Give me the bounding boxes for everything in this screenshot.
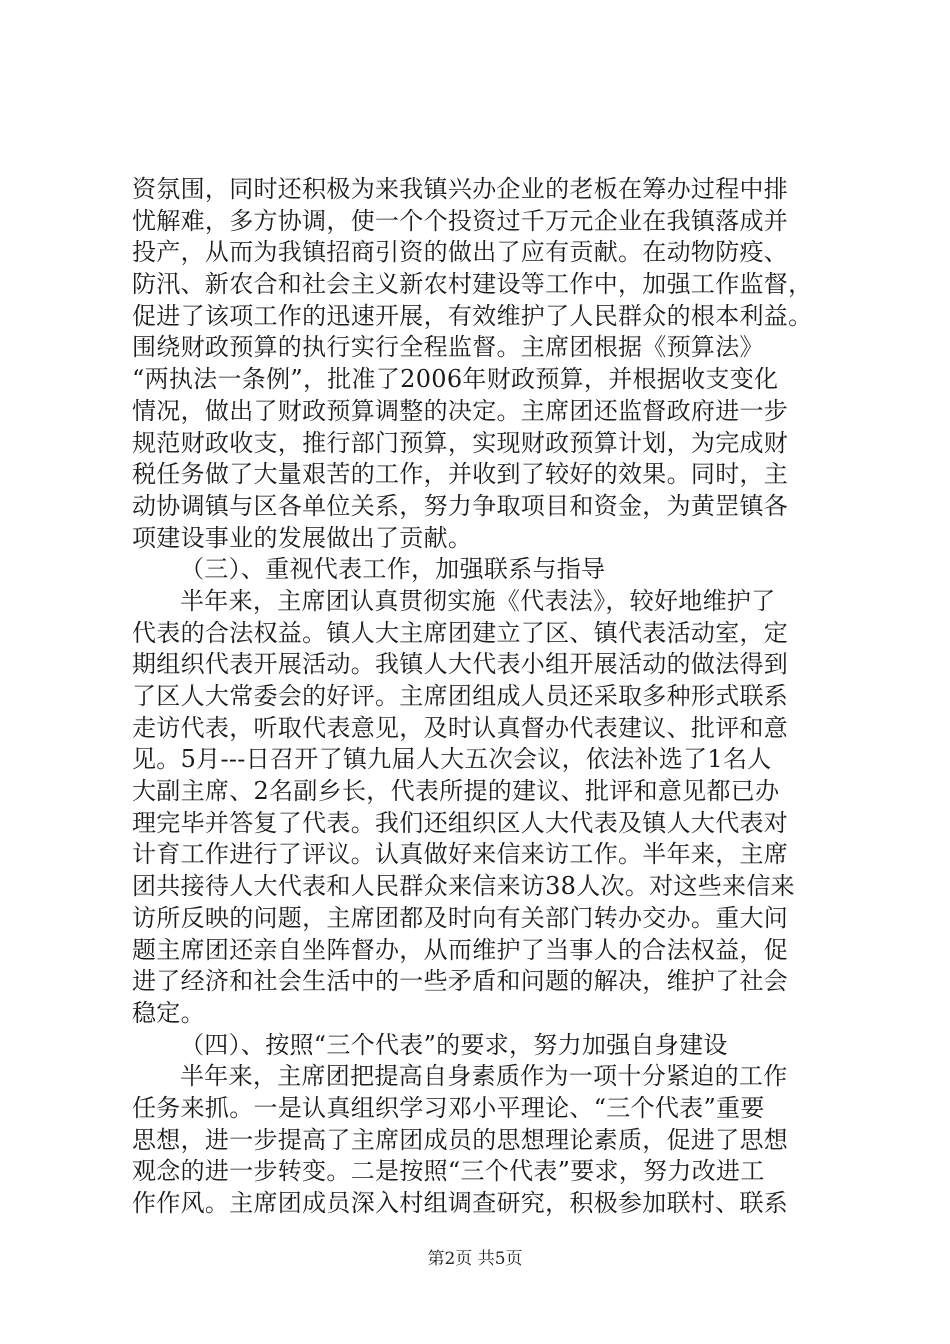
text-line: 税任务做了大量艰苦的工作，并收到了较好的效果。同时，主 — [132, 460, 789, 489]
text-line: 走访代表，听取代表意见，及时认真督办代表建议、批评和意 — [132, 713, 789, 742]
text-line: 见。5月---日召开了镇九届人大五次会议，依法补选了1名人 — [132, 745, 772, 774]
text-line: 投产，从而为我镇招商引资的做出了应有贡献。在动物防疫、 — [132, 238, 789, 267]
text-line: 促进了该项工作的迅速开展，有效维护了人民群众的根本利益。 — [132, 301, 813, 330]
text-line: 访所反映的问题，主席团都及时向有关部门转办交办。重大问 — [132, 903, 789, 932]
text-line: 大副主席、2名副乡长，代表所提的建议、批评和意见都已办 — [132, 777, 780, 806]
text-line: “两执法一条例”，批准了2006年财政预算，并根据收支变化 — [132, 365, 779, 394]
text-line: 忧解难，多方协调，使一个个投资过千万元企业在我镇落成并 — [132, 206, 789, 235]
text-line: 任务来抓。一是认真组织学习邓小平理论、“三个代表”重要 — [132, 1093, 765, 1122]
text-line: 进了经济和社会生活中的一些矛盾和问题的解决，维护了社会 — [132, 967, 789, 996]
text-line: 了区人大常委会的好评。主席团组成人员还采取多种形式联系 — [132, 682, 789, 710]
text-line: 项建设事业的发展做出了贡献。 — [132, 523, 473, 552]
text-line: 团共接待人大代表和人民群众来信来访38人次。对这些来信来 — [132, 872, 795, 901]
text-line: 资氛围，同时还积极为来我镇兴办企业的老板在筹办过程中排 — [132, 175, 789, 203]
text-line: 期组织代表开展活动。我镇人大代表小组开展活动的做法得到 — [132, 650, 789, 679]
text-line: 代表的合法权益。镇人大主席团建立了区、镇代表活动室，定 — [132, 618, 789, 647]
text-line: 计育工作进行了评议。认真做好来信来访工作。半年来，主席 — [132, 840, 789, 869]
text-line: 动协调镇与区各单位关系，努力争取项目和资金，为黄罡镇各 — [132, 491, 789, 520]
text-line: 观念的进一步转变。二是按照“三个代表”要求，努力改进工 — [132, 1157, 765, 1186]
text-line: 理完毕并答复了代表。我们还组织区人大代表及镇人大代表对 — [132, 808, 789, 837]
text-line: 稳定。 — [132, 998, 205, 1027]
page-number-footer: 第2页 共5页 — [427, 1249, 523, 1269]
text-line: 作作风。主席团成员深入村组调查研究，积极参加联村、联系 — [132, 1189, 789, 1217]
paragraph-start-line: 半年来，主席团认真贯彻实施《代表法》，较好地维护了 — [180, 586, 776, 615]
document-body — [132, 174, 832, 1220]
text-line: 题主席团还亲自坐阵督办，从而维护了当事人的合法权益，促 — [132, 935, 789, 964]
text-line: 围绕财政预算的执行实行全程监督。主席团根据《预算法》 — [132, 333, 764, 362]
paragraph-start-line: 半年来，主席团把提高自身素质作为一项十分紧迫的工作 — [180, 1062, 788, 1091]
text-line: 防汛、新农合和社会主义新农村建设等工作中，加强工作监督， — [132, 270, 813, 299]
text-line: 思想，进一步提高了主席团成员的思想理论素质，促进了思想 — [132, 1125, 789, 1154]
text-line: 情况，做出了财政预算调整的决定。主席团还监督政府进一步 — [132, 396, 789, 425]
section-heading: （三）、重视代表工作，加强联系与指导 — [180, 555, 606, 584]
section-heading: （四）、按照“三个代表”的要求，努力加强自身建设 — [180, 1030, 728, 1059]
text-line: 规范财政收支，推行部门预算，实现财政预算计划，为完成财 — [132, 428, 789, 457]
